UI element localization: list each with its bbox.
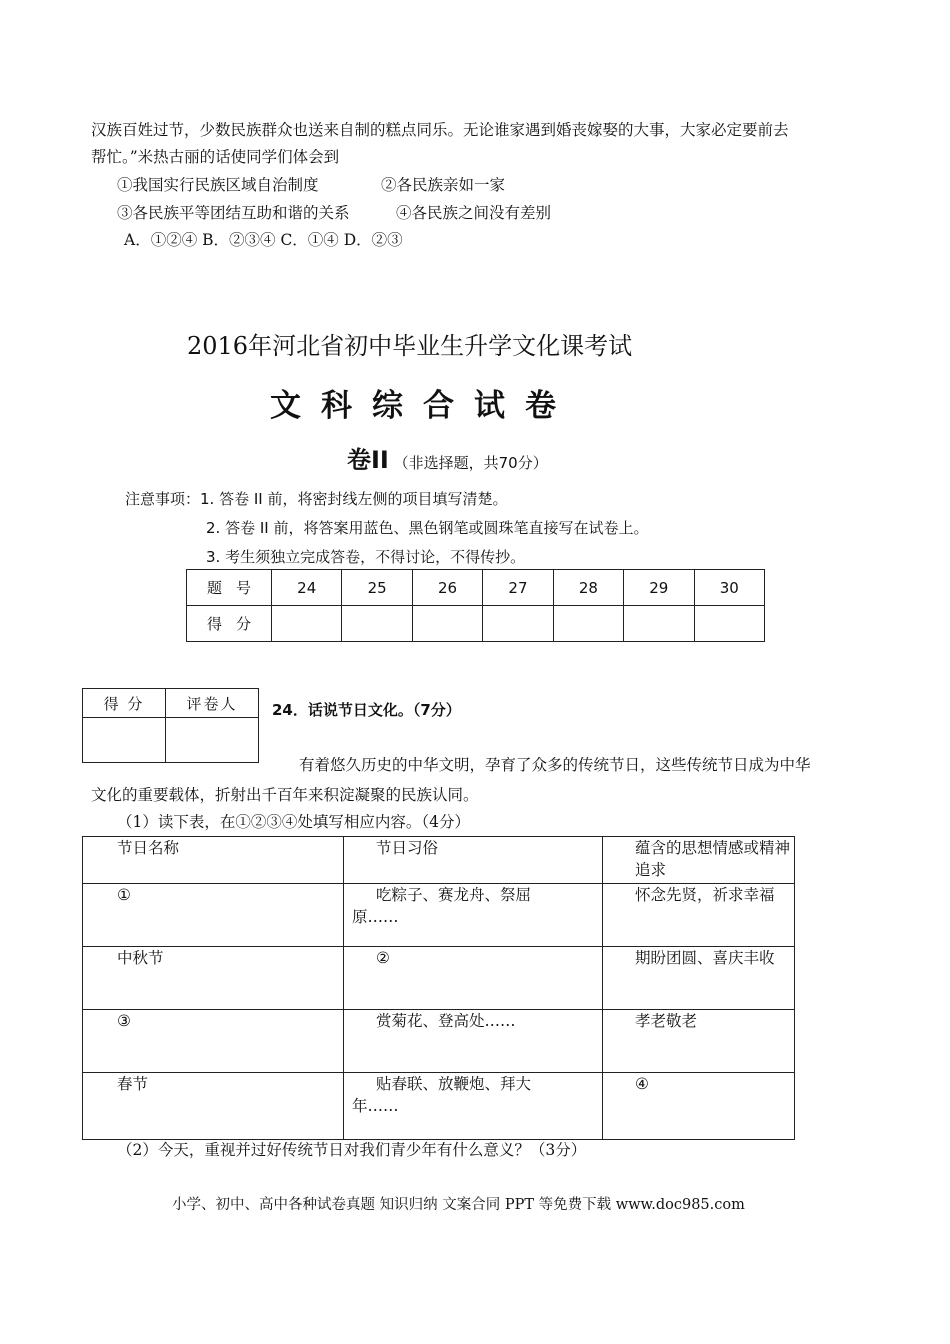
- festival-name-cell[interactable]: ③: [83, 1010, 344, 1073]
- option-2: ②各民族亲如一家: [381, 176, 506, 194]
- table-row: [83, 1010, 795, 1073]
- festival-meaning-cell[interactable]: ④: [603, 1073, 795, 1140]
- grader-score-label: 得 分: [83, 689, 166, 718]
- notes-line1: 注意事项：1. 答卷 II 前，将密封线左侧的项目填写清楚。: [125, 490, 508, 508]
- festival-name-cell[interactable]: ①: [83, 884, 344, 947]
- customs-line: 吃粽子、赛龙舟、祭屈: [376, 886, 532, 904]
- table-row: [83, 884, 795, 947]
- score-cell[interactable]: [694, 606, 764, 642]
- prev-question-line1: 汉族百姓过节，少数民族群众也送来自制的糕点同乐。无论谁家遇到婚丧嫁娶的大事，大家必定要前去: [91, 121, 789, 139]
- score-cell[interactable]: [624, 606, 694, 642]
- festival-customs-cell: [344, 884, 603, 947]
- table-row: [83, 1073, 795, 1140]
- column-header-customs: 节日习俗: [344, 837, 603, 884]
- score-cell[interactable]: [483, 606, 553, 642]
- score-table-label: 题号: [187, 570, 272, 606]
- customs-line: 年……: [352, 1097, 399, 1115]
- exam-title: 2016年河北省初中毕业生升学文化课考试: [187, 332, 633, 360]
- festival-name-cell: 中秋节: [83, 947, 344, 1010]
- option-4: ④各民族之间没有差别: [396, 204, 552, 222]
- festival-table: [82, 836, 795, 1140]
- festival-customs-cell: 赏菊花、登高处……: [344, 1010, 603, 1073]
- option-1: ①我国实行民族区域自治制度: [117, 176, 319, 194]
- score-cell[interactable]: [412, 606, 482, 642]
- festival-table-header: [83, 837, 795, 884]
- customs-line: 贴春联、放鞭炮、拜大: [376, 1075, 532, 1093]
- option-3: ③各民族平等团结互助和谐的关系: [117, 204, 350, 222]
- question-number: 29: [624, 570, 694, 606]
- paper-title: 文科综合试卷: [270, 388, 576, 424]
- question-number: 27: [483, 570, 553, 606]
- score-table: [186, 569, 765, 642]
- score-row-label: 得分: [187, 606, 272, 642]
- grader-score-cell[interactable]: [83, 718, 166, 763]
- column-header-name: 节日名称: [83, 837, 344, 884]
- score-table-header-row: [187, 570, 765, 606]
- question-number: 26: [412, 570, 482, 606]
- festival-customs-cell: [344, 1073, 603, 1140]
- section-label: 卷II: [347, 446, 389, 474]
- score-table-score-row: [187, 606, 765, 642]
- page-footer: 小学、初中、高中各种试卷真题 知识归纳 文案合同 PPT 等免费下载 www.doc985.com: [172, 1197, 745, 1213]
- customs-line: 原……: [352, 908, 399, 926]
- answer-choices: A．①②④ B．②③④ C．①④ D．②③: [124, 231, 403, 249]
- question-24-title: 24．话说节日文化。（7分）: [272, 701, 461, 719]
- festival-customs-cell[interactable]: ②: [344, 947, 603, 1010]
- question-number: 28: [553, 570, 623, 606]
- festival-meaning-cell: 孝老敬老: [603, 1010, 795, 1073]
- question-24-part1: （1）读下表，在①②③④处填写相应内容。（4分）: [117, 813, 470, 831]
- column-header-meaning: 蕴含的思想情感或精神追求: [603, 837, 795, 884]
- notes-line3: 3. 考生须独立完成答卷，不得讨论，不得传抄。: [206, 548, 526, 566]
- section-heading: [347, 440, 548, 475]
- festival-meaning-cell: 怀念先贤，祈求幸福: [603, 884, 795, 947]
- question-24-intro-line2: 文化的重要载体，折射出千百年来积淀凝聚的民族认同。: [91, 786, 479, 804]
- score-cell[interactable]: [272, 606, 342, 642]
- prev-question-line2: 帮忙。”米热古丽的话使同学们体会到: [91, 148, 340, 166]
- notes-line2: 2. 答卷 II 前，将答案用蓝色、黑色钢笔或圆珠笔直接写在试卷上。: [206, 519, 649, 537]
- festival-name-cell: 春节: [83, 1073, 344, 1140]
- grader-name-cell[interactable]: [166, 718, 259, 763]
- question-number: 30: [694, 570, 764, 606]
- grader-box: [82, 688, 259, 763]
- question-24-intro-line1: 有着悠久历史的中华文明，孕育了众多的传统节日，这些传统节日成为中华: [299, 756, 811, 774]
- score-cell[interactable]: [553, 606, 623, 642]
- table-row: [83, 947, 795, 1010]
- question-number: 25: [342, 570, 412, 606]
- festival-meaning-cell: 期盼团圆、喜庆丰收: [603, 947, 795, 1010]
- question-24-part2: （2）今天，重视并过好传统节日对我们青少年有什么意义？（3分）: [117, 1141, 587, 1159]
- section-note: （非选择题，共70分）: [393, 454, 548, 472]
- question-number: 24: [272, 570, 342, 606]
- grader-name-label: 评卷人: [166, 689, 259, 718]
- score-cell[interactable]: [342, 606, 412, 642]
